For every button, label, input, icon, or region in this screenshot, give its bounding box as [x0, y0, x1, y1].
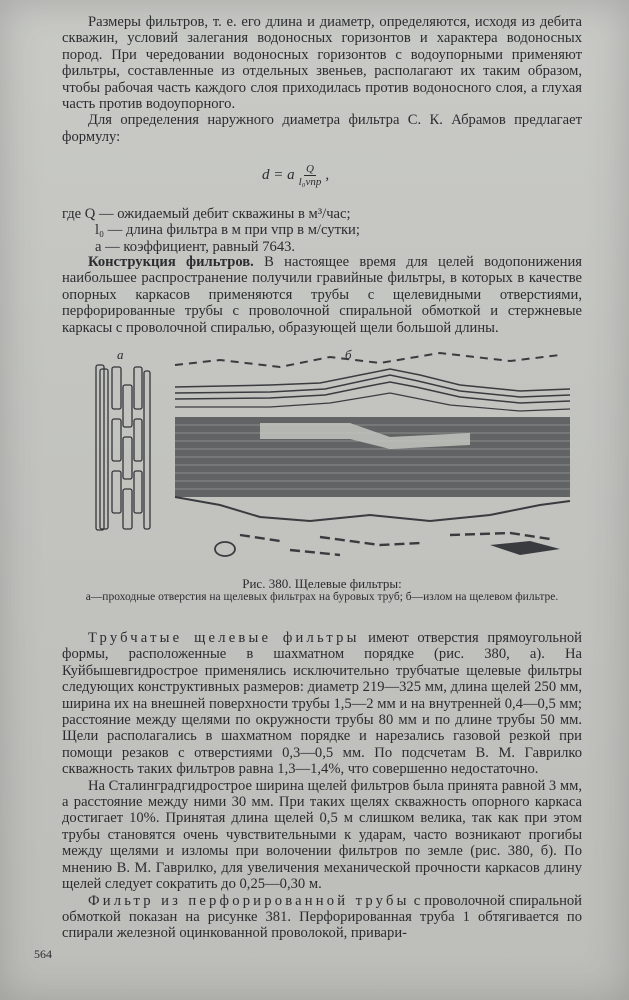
definition-a: a — коэффициент, равный 7643.: [95, 238, 296, 255]
tubular-heading: Трубчатые щелевые фильтры: [88, 630, 360, 646]
formula-lhs: d = a: [262, 167, 295, 183]
formula-fraction: [299, 163, 322, 188]
formula-denominator: l₀vпр: [298, 176, 322, 188]
tubular-section: [62, 630, 582, 942]
intro-text: [62, 14, 582, 145]
page-number: 564: [34, 947, 52, 961]
diameter-formula: [262, 163, 329, 188]
perforated-heading: Фильтр из перфорированной трубы: [88, 892, 410, 909]
tubular-text: имеют отверстия прямоугольной формы, расположенные в шахматном порядке (рис. 380, а). На Куйбышевгидрострое применялись исключительно трубчатые щелевые фильтры следующих конструктивных размеров: диаметр 219—325 мм, длина щелей 250 мм, ширина их на внешней поверхности трубы 1,5—2 мм и на внутренней 0,4—0,5 мм; расстояние между щелями по окружности трубы 80 мм и по длине трубы 50 мм. Щели располагались в шахматном порядке и нарезались газовой резкой при помощи резаков с отверстиями 0,3—0,5 мм. По подсчетам В. М. Гаврилко скважность таких фильтров равна 1,3—1,4%, что совершенно недостаточно.: [62, 630, 582, 778]
formula-numerator: Q: [306, 163, 314, 175]
constructions-heading: Конструкция фильтров.: [88, 254, 254, 270]
figure-380-slotted-filters: [90, 345, 615, 565]
paragraph-abramov-formula: Для определения наружного диаметра фильтра С. К. Абрамов предлагает формулу:: [62, 112, 582, 145]
paragraph-perforated: [62, 893, 582, 942]
constructions-section: [62, 254, 582, 336]
figure-label-a: а: [117, 347, 124, 362]
perforated-text: с проволочной спиральной обмоткой показан на рисунке 381. Перфорированная труба 1 обтягивается по спирали железной оцинкованной проволокой, привари-: [62, 892, 582, 942]
slotted-pipe-drawing: [96, 365, 150, 530]
figure-label-b: б: [345, 347, 352, 362]
paragraph-tubular-filters: [62, 630, 582, 778]
figure-caption: [62, 576, 582, 603]
broken-filter-drawing: [175, 353, 570, 556]
formula-definitions: [62, 206, 582, 255]
paragraph-stalingrad: На Сталинградгидрострое ширина щелей фильтров была принята равной 3 мм, а расстояние между ними 30 мм. При таких щелях скважность опорного каркаса достигает 10%. Принятая длина щелей 0,5 м слишком велика, так как при этом трубы становятся очень чувствительными к ударам, часто возникают прогибы между щелями и изломы при волочении фильтров по земле (рис. 380, б). По мнению В. М. Гаврилко, для увеличения механической прочности каркасов длину щелей следует сократить до 0,25—0,30 м.: [62, 777, 582, 893]
formula-tail: ,: [325, 167, 330, 183]
figure-caption-title: Рис. 380. Щелевые фильтры:: [242, 576, 402, 591]
figure-caption-legend: а—проходные отверстия на щелевых фильтрах на буровых труб; б—излом на щелевом фильтре.: [85, 591, 559, 603]
constructions-text: В настоящее время для целей водопонижения наибольшее распространение получили гравийные фильтры, в которых в качестве опорных каркасов применяются трубы с щелевидными отверстиями, перфорированные трубы с проволочной спиральной обмоткой и стержневые каркасы с проволочной спиралью, образующей щели большой длины.: [62, 254, 582, 336]
definition-q: где Q — ожидаемый дебит скважины в м³/час;: [62, 206, 351, 222]
paragraph-filter-sizes: Размеры фильтров, т. е. его длина и диаметр, определяются, исходя из дебита скважин, условий залегания водоносных горизонтов и характера водоносных пород. При чередовании водоносных горизонтов с водоупорными применяют фильтры, составленные из отдельных звеньев, располагают их таким образом, чтобы рабочая часть каждого слоя приходилась против водоносного слоя, а глухая часть против водоупорного.: [62, 14, 582, 113]
definition-l0: l₀ — длина фильтра в м при vпр в м/сутки;: [95, 222, 360, 239]
paragraph-constructions: [62, 254, 582, 336]
